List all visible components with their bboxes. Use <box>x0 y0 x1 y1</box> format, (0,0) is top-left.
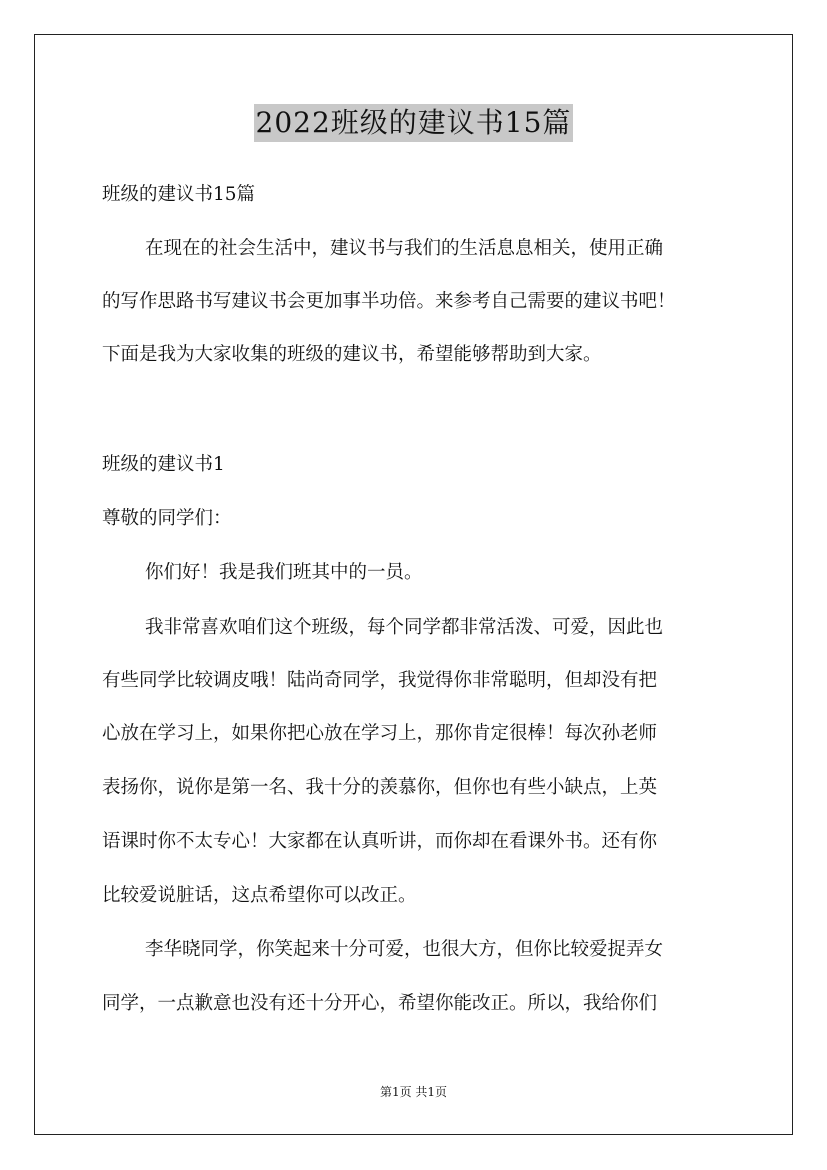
section-heading-1: 班级的建议书1 <box>102 454 225 475</box>
salutation: 尊敬的同学们： <box>102 508 232 529</box>
paragraph-2-line-1: 我非常喜欢咱们这个班级，每个同学都非常活泼、可爱，因此也 <box>145 617 664 638</box>
paragraph-2-line-6: 比较爱说脏话，这点希望你可以改正。 <box>102 885 417 906</box>
title-container <box>0 104 827 142</box>
greeting-paragraph: 你们好！我是我们班其中的一员。 <box>145 562 423 583</box>
paragraph-2-line-3: 心放在学习上，如果你把心放在学习上，那你肯定很棒！每次孙老师 <box>102 723 658 744</box>
intro-paragraph-line-2: 的写作思路书写建议书会更加事半功倍。来参考自己需要的建议书吧！ <box>102 291 676 312</box>
intro-paragraph-line-3: 下面是我为大家收集的班级的建议书，希望能够帮助到大家。 <box>102 344 602 365</box>
paragraph-2-line-5: 语课时你不太专心！大家都在认真听讲，而你却在看课外书。还有你 <box>102 831 658 852</box>
subtitle-line: 班级的建议书15篇 <box>102 184 256 205</box>
paragraph-3-line-1: 李华晓同学，你笑起来十分可爱，也很大方，但你比较爱捉弄女 <box>145 939 664 960</box>
page-footer: 第1页 共1页 <box>379 1085 448 1099</box>
paragraph-3-line-2: 同学，一点歉意也没有还十分开心，希望你能改正。所以，我给你们 <box>102 993 658 1014</box>
document-title: 2022班级的建议书15篇 <box>254 104 574 142</box>
paragraph-2-line-2: 有些同学比较调皮哦！陆尚奇同学，我觉得你非常聪明，但却没有把 <box>102 670 658 691</box>
intro-paragraph-line-1: 在现在的社会生活中，建议书与我们的生活息息相关，使用正确 <box>145 238 664 259</box>
paragraph-2-line-4: 表扬你，说你是第一名、我十分的羡慕你，但你也有些小缺点，上英 <box>102 777 658 798</box>
